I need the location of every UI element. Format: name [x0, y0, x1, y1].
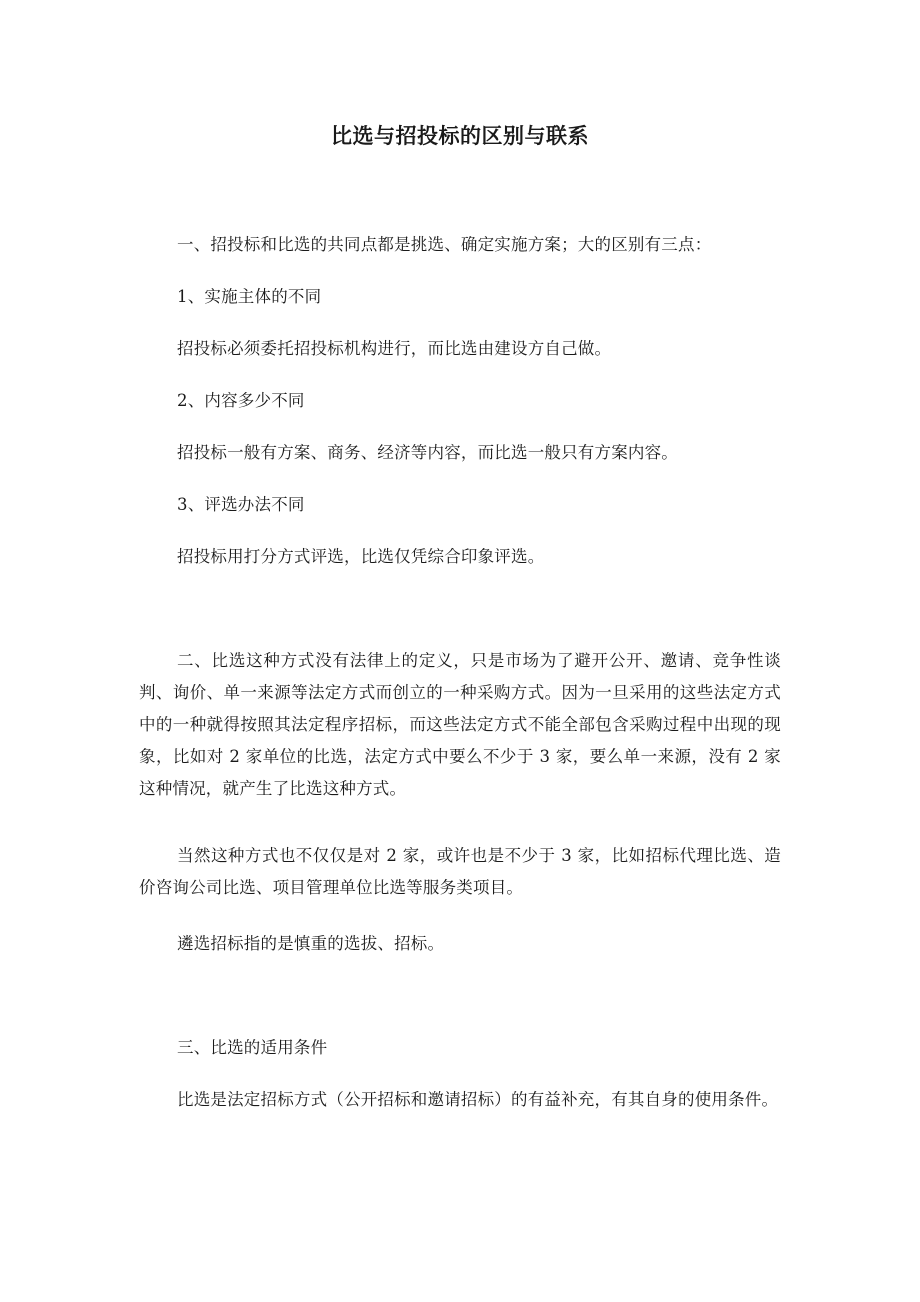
section-1-item-2-text: 招投标一般有方案、商务、经济等内容，而比选一般只有方案内容。 — [177, 443, 678, 462]
section-1-heading: 一、招投标和比选的共同点都是挑选、确定实施方案；大的区别有三点： — [177, 235, 712, 254]
section-1-item-3-text: 招投标用打分方式评选，比选仅凭综合印象评选。 — [177, 547, 545, 566]
section-2-paragraph-2: 当然这种方式也不仅仅是对 2 家，或许也是不少于 3 家，比如招标代理比选、造价咨询公司比选、项目管理单位比选等服务类项目。 — [139, 846, 781, 897]
section-2-paragraph-1: 二、比选这种方式没有法律上的定义，只是市场为了避开公开、邀请、竞争性谈判、询价、单一来源等法定方式而创立的一种采购方式。因为一旦采用的这些法定方式中的一种就得按照其法定程序招标，而这些法定方式不能全部包含采购过程中出现的现象，比如对 2 家单位的比选，法定方式中要么不少于 3 家，要么单一来源，没有 2 家这种情况，就产生了比选这种方式。 — [139, 651, 782, 798]
document-title: 比选与招投标的区别与联系 — [331, 124, 589, 148]
section-1-item-3-heading: 3、评选办法不同 — [177, 495, 305, 514]
section-2-paragraph-3: 遴选招标指的是慎重的选拔、招标。 — [177, 934, 445, 953]
section-3-heading: 三、比选的适用条件 — [177, 1038, 328, 1057]
section-1-item-1-text: 招投标必须委托招投标机构进行，而比选由建设方自己做。 — [177, 339, 612, 358]
section-3-paragraph-1: 比选是法定招标方式（公开招标和邀请招标）的有益补充，有其自身的使用条件。 — [177, 1090, 779, 1109]
section-1-item-1-heading: 1、实施主体的不同 — [177, 287, 322, 306]
section-1-item-2-heading: 2、内容多少不同 — [177, 391, 305, 410]
